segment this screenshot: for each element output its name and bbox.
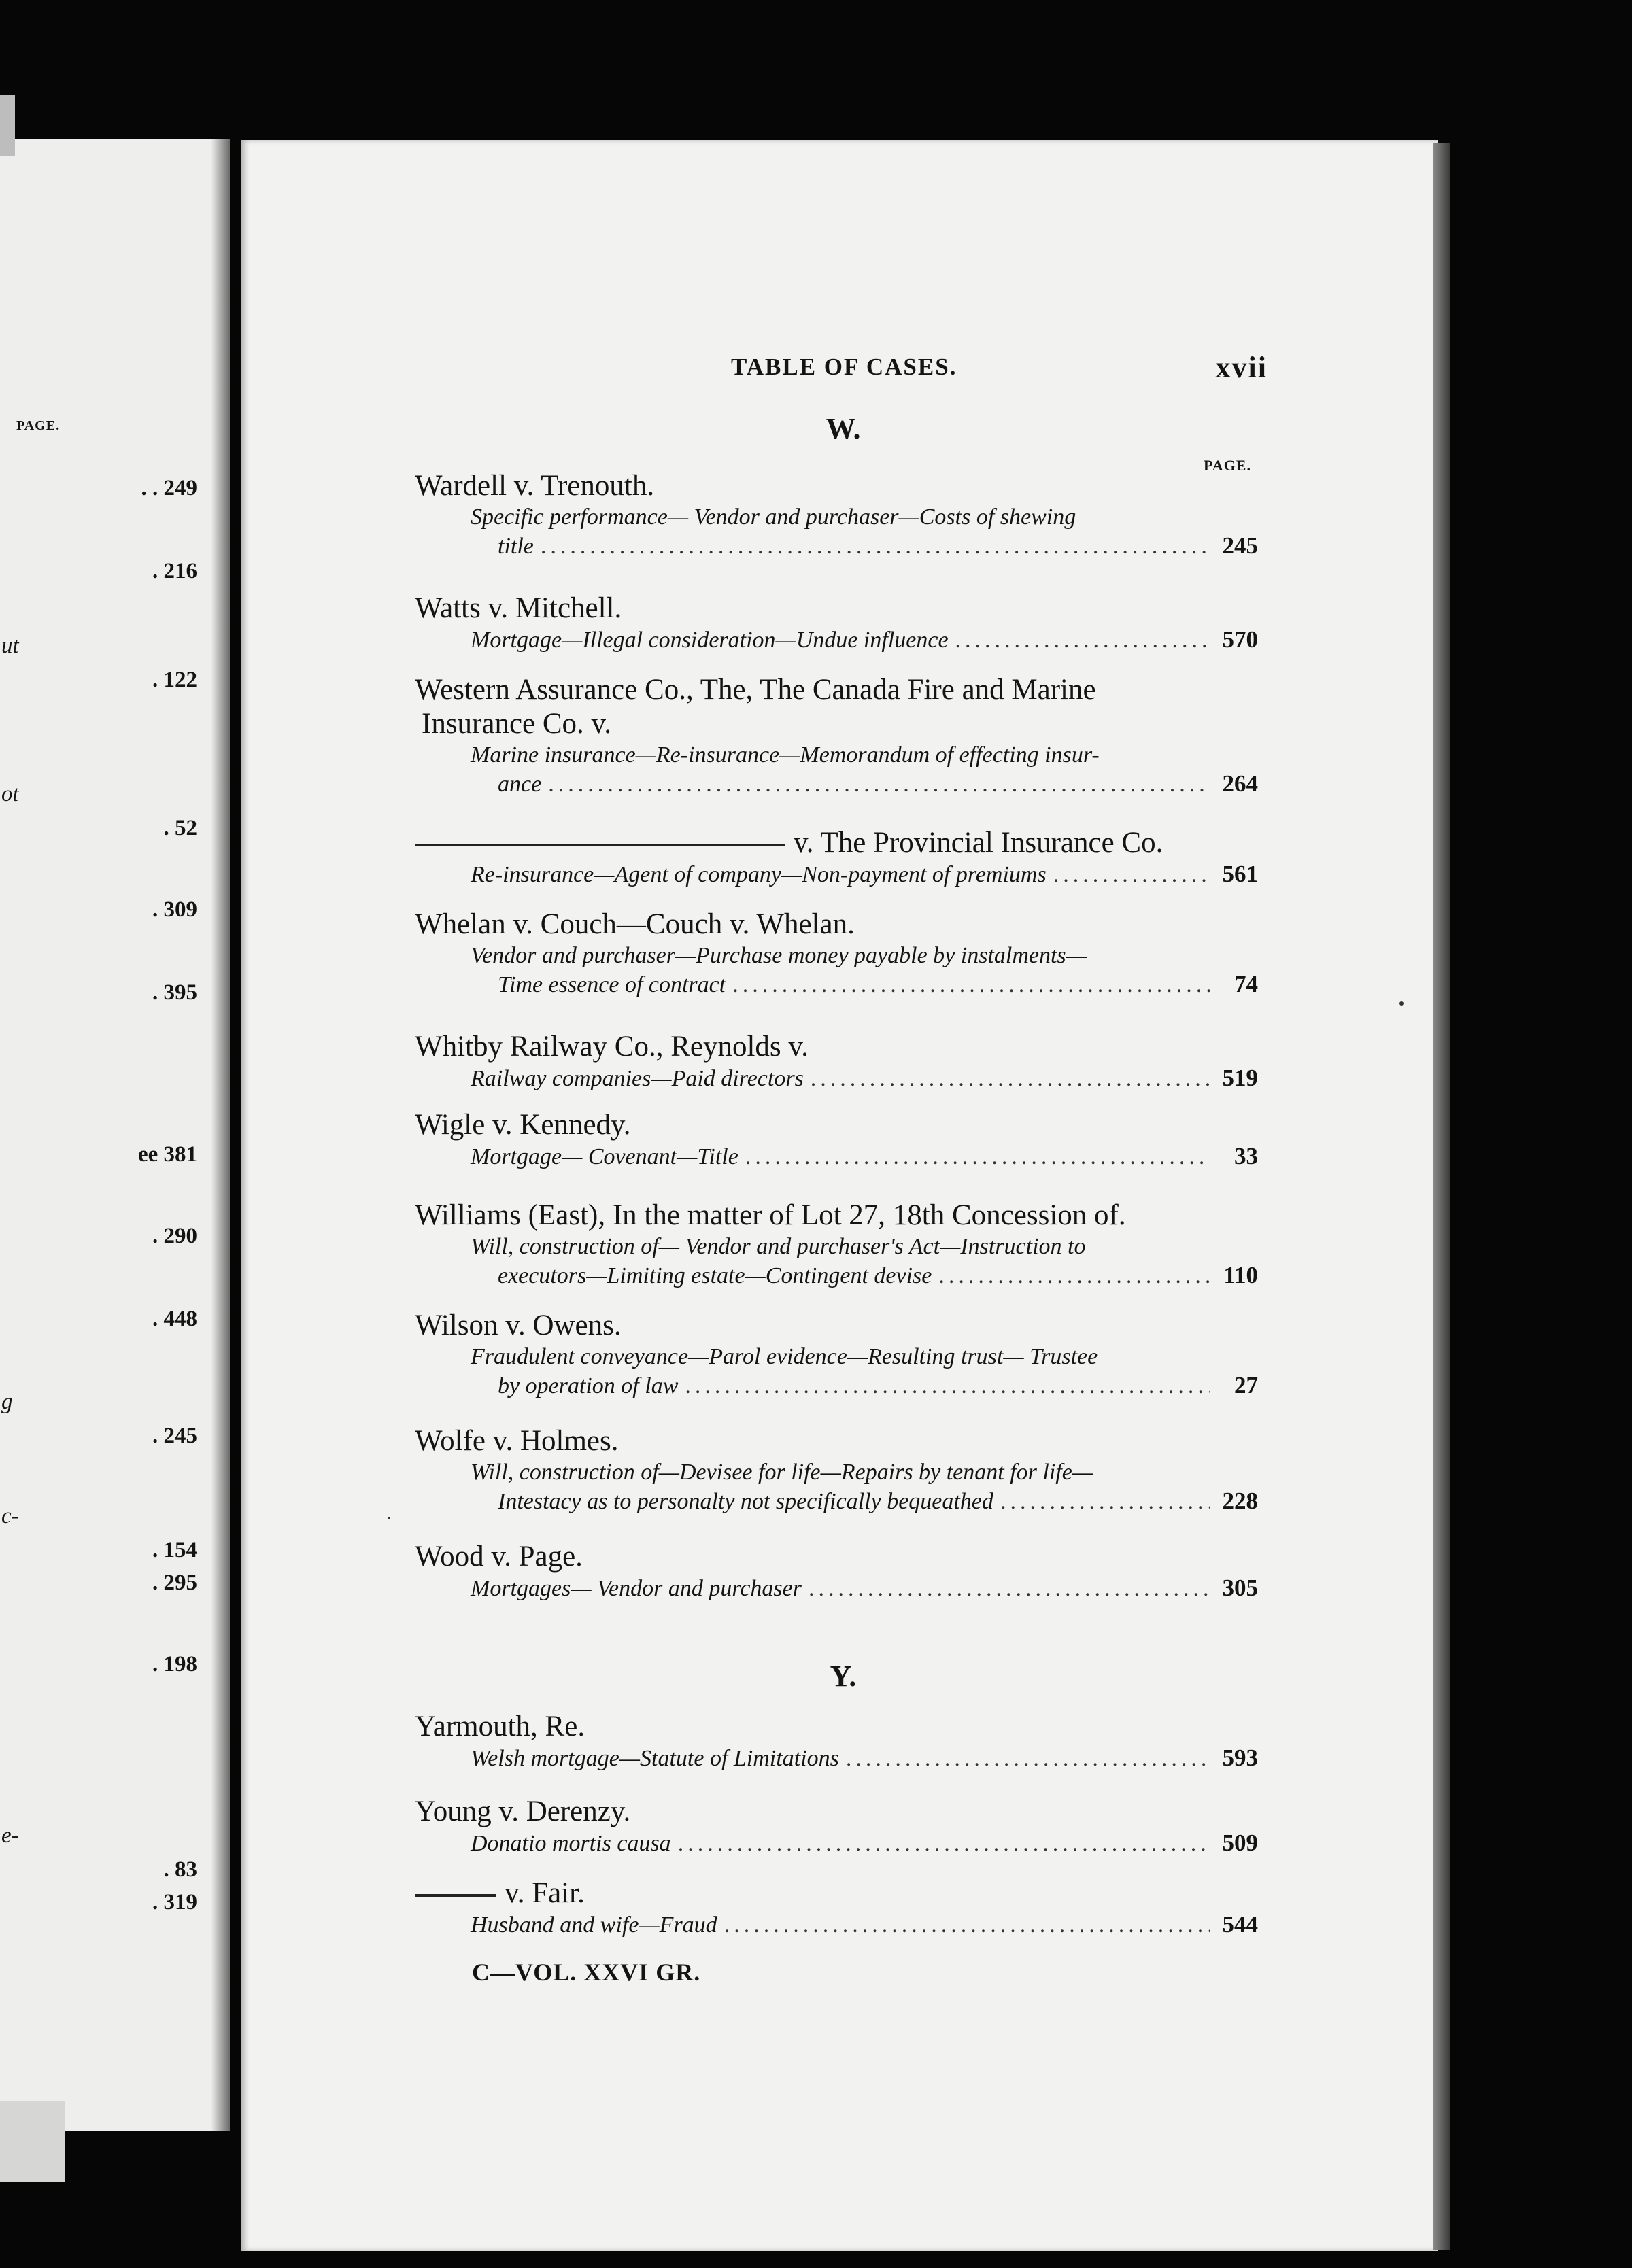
- summary-line: [471, 1829, 1258, 1858]
- page-tab: [0, 95, 15, 156]
- case-title: Williams (East), In the matter of Lot 27, 18th Concession of.: [415, 1199, 1126, 1231]
- case-entry: [415, 1309, 1258, 1401]
- case-title: Watts v. Mitchell.: [415, 592, 622, 624]
- speck: [1399, 1001, 1404, 1006]
- page-edge-strip: [0, 2101, 65, 2182]
- left-entry-page-number: . 448: [152, 1307, 197, 1331]
- case-title: Whelan v. Couch—Couch v. Whelan.: [415, 908, 855, 940]
- case-entry: [415, 1795, 1258, 1858]
- summary-line: [471, 625, 1258, 655]
- left-entry-continuation: g: [1, 1390, 13, 1414]
- summary-text: executors—Limiting estate—Contingent devise: [498, 1263, 932, 1288]
- case-title: [415, 1876, 1258, 1910]
- left-entry-continuation: e-: [1, 1823, 19, 1848]
- summary-line: [471, 970, 1258, 999]
- signature-line: C—VOL. XXVI GR.: [472, 1959, 701, 1986]
- summary-line: Fraudulent conveyance—Parol evidence—Resulting trust— Trustee: [471, 1344, 1098, 1369]
- left-entry-page-number: . 245: [152, 1424, 197, 1448]
- leader-dots: [811, 1065, 1210, 1093]
- case-entry: [415, 1030, 1258, 1093]
- leader-dots: [955, 626, 1210, 655]
- left-page-entry: [0, 1890, 197, 1931]
- left-entry-page-number: . 83: [163, 1857, 197, 1882]
- leader-dots: [548, 770, 1210, 799]
- case-title: Wigle v. Kennedy.: [415, 1109, 631, 1141]
- left-page-entry: [0, 634, 197, 708]
- page-column-label: PAGE.: [1204, 457, 1251, 474]
- left-page-entry: [0, 1652, 197, 1693]
- case-entry: [415, 1108, 1258, 1171]
- case-entry: [415, 908, 1258, 999]
- leader-dots: [1000, 1488, 1210, 1516]
- left-entry-page-number: . 290: [152, 1224, 197, 1248]
- case-summary: [415, 942, 1258, 999]
- case-summary: [415, 1233, 1258, 1290]
- case-summary: [415, 503, 1258, 561]
- case-summary: [415, 1744, 1258, 1773]
- summary-line: Vendor and purchaser—Purchase money payable by instalments—: [471, 943, 1087, 968]
- case-page-number: 593: [1222, 1745, 1258, 1771]
- summary-text: Mortgage— Covenant—Title: [471, 1144, 738, 1169]
- leader-dots: [1053, 861, 1210, 889]
- summary-line: Will, construction of— Vendor and purchaser's Act—Instruction to: [471, 1234, 1086, 1259]
- speck: [388, 1517, 390, 1519]
- case-title: Yarmouth, Re.: [415, 1711, 585, 1742]
- summary-line: [471, 532, 1258, 561]
- case-page-number: 110: [1223, 1262, 1258, 1288]
- section-letter: Y.: [830, 1660, 857, 1693]
- case-summary: [415, 860, 1258, 889]
- page-number: xvii: [1215, 351, 1268, 384]
- case-entry: [415, 1876, 1258, 1940]
- left-page-entry: [0, 782, 197, 857]
- left-page-entry: [0, 1390, 197, 1464]
- leader-dots: [541, 532, 1210, 561]
- case-title: Wilson v. Owens.: [415, 1309, 622, 1341]
- summary-line: [471, 1744, 1258, 1773]
- case-page-number: 544: [1222, 1911, 1258, 1938]
- left-page-entry: [0, 897, 197, 938]
- left-entry-page-number: . 216: [152, 559, 197, 583]
- case-summary: [415, 1458, 1258, 1516]
- summary-line: [471, 770, 1258, 799]
- summary-text: Mortgage—Illegal consideration—Undue influence: [471, 628, 949, 653]
- left-column-label: PAGE.: [16, 418, 61, 433]
- case-title-text: v. Fair.: [505, 1877, 585, 1909]
- left-entry-continuation: c-: [1, 1504, 19, 1528]
- case-entry: [415, 469, 1258, 561]
- left-entry-page-number: ee 381: [137, 1142, 197, 1167]
- case-page-number: 245: [1222, 532, 1258, 559]
- case-summary: [415, 741, 1258, 799]
- left-entry-continuation: ut: [1, 634, 19, 658]
- case-summary: [415, 1343, 1258, 1401]
- case-summary: [415, 1064, 1258, 1093]
- leader-dots: [685, 1372, 1210, 1401]
- case-summary: [415, 1574, 1258, 1603]
- summary-line: [471, 1064, 1258, 1093]
- leader-dots: [732, 971, 1210, 999]
- summary-line: [471, 1142, 1258, 1171]
- summary-line: [471, 860, 1258, 889]
- case-title: [415, 826, 1258, 860]
- left-entry-page-number: . . 249: [141, 476, 197, 500]
- left-facing-page: [0, 139, 230, 2131]
- case-entry: [415, 1540, 1258, 1603]
- summary-line: [471, 1371, 1258, 1401]
- case-title: Wolfe v. Holmes.: [415, 1425, 619, 1457]
- case-page-number: 561: [1222, 861, 1258, 887]
- summary-text: Donatio mortis causa: [471, 1831, 671, 1856]
- left-entry-page-number: . 309: [152, 897, 197, 922]
- case-entry: [415, 1424, 1258, 1516]
- left-page-entry: [0, 1570, 197, 1611]
- case-page-number: 74: [1234, 971, 1258, 997]
- summary-text: Husband and wife—Fraud: [471, 1912, 717, 1938]
- case-page-number: 509: [1222, 1829, 1258, 1856]
- summary-text: title: [498, 534, 534, 559]
- summary-line: [471, 1910, 1258, 1940]
- summary-text: Intestacy as to personalty not specifically bequeathed: [498, 1489, 993, 1514]
- case-page-number: 33: [1234, 1143, 1258, 1169]
- summary-text: ance: [498, 772, 542, 797]
- case-page-number: 27: [1234, 1372, 1258, 1398]
- case-title: Wardell v. Trenouth.: [415, 470, 655, 502]
- left-page-entry: [0, 1142, 197, 1183]
- ditto-rule: [415, 844, 785, 846]
- leader-dots: [745, 1143, 1210, 1171]
- case-title: Whitby Railway Co., Reynolds v.: [415, 1031, 809, 1063]
- case-title: Wood v. Page.: [415, 1541, 583, 1573]
- summary-line: Specific performance— Vendor and purchaser—Costs of shewing: [471, 504, 1076, 530]
- left-entry-page-number: . 122: [152, 668, 197, 692]
- left-entry-page-number: . 154: [152, 1538, 197, 1562]
- running-head: TABLE OF CASES.: [731, 354, 957, 380]
- left-entry-page-number: . 52: [163, 816, 197, 840]
- case-entry: [415, 673, 1258, 799]
- left-page-entry: [0, 1224, 197, 1265]
- summary-line: [471, 1261, 1258, 1290]
- case-entry: [415, 1710, 1258, 1773]
- summary-line: Marine insurance—Re-insurance—Memorandum of effecting insur-: [471, 742, 1100, 768]
- left-entry-page-number: . 319: [152, 1890, 197, 1914]
- left-page-entry: [0, 559, 197, 600]
- summary-text: by operation of law: [498, 1373, 679, 1398]
- leader-dots: [809, 1575, 1210, 1603]
- case-entry: [415, 1199, 1258, 1290]
- case-page-number: 305: [1222, 1575, 1258, 1601]
- summary-line: Will, construction of—Devisee for life—Repairs by tenant for life—: [471, 1460, 1093, 1485]
- summary-text: Time essence of contract: [498, 972, 726, 997]
- gutter-shadow: [211, 139, 230, 2131]
- case-entry: [415, 826, 1258, 889]
- left-page-entry: [0, 1307, 197, 1347]
- case-title: Western Assurance Co., The, The Canada Fire and Marine: [415, 674, 1096, 706]
- ditto-rule: [415, 1894, 496, 1897]
- leader-dots: [678, 1829, 1210, 1858]
- case-title: Young v. Derenzy.: [415, 1796, 631, 1827]
- summary-text: Mortgages— Vendor and purchaser: [471, 1576, 802, 1601]
- left-page-entry: [0, 476, 197, 517]
- case-page-number: 264: [1222, 770, 1258, 797]
- leader-dots: [724, 1911, 1210, 1940]
- left-entry-page-number: . 198: [152, 1652, 197, 1677]
- summary-text: Re-insurance—Agent of company—Non-payment of premiums: [471, 862, 1047, 887]
- page-edge: [1433, 143, 1450, 2250]
- summary-text: Welsh mortgage—Statute of Limitations: [471, 1746, 839, 1771]
- summary-line: [471, 1487, 1258, 1516]
- leader-dots: [846, 1745, 1210, 1773]
- case-title: Insurance Co. v.: [422, 708, 612, 740]
- left-page-entry: [0, 980, 197, 1021]
- left-entry-continuation: ot: [1, 782, 19, 806]
- left-entry-page-number: . 295: [152, 1570, 197, 1595]
- case-page-number: 519: [1222, 1065, 1258, 1091]
- case-title-text: v. The Provincial Insurance Co.: [794, 827, 1163, 859]
- case-summary: [415, 625, 1258, 655]
- summary-line: [471, 1574, 1258, 1603]
- case-summary: [415, 1829, 1258, 1858]
- leader-dots: [938, 1262, 1210, 1290]
- section-letter: W.: [826, 412, 861, 445]
- summary-text: Railway companies—Paid directors: [471, 1066, 804, 1091]
- case-page-number: 228: [1222, 1488, 1258, 1514]
- left-entry-page-number: . 395: [152, 980, 197, 1005]
- case-summary: [415, 1142, 1258, 1171]
- case-page-number: 570: [1222, 626, 1258, 653]
- case-entry: [415, 591, 1258, 655]
- case-summary: [415, 1910, 1258, 1940]
